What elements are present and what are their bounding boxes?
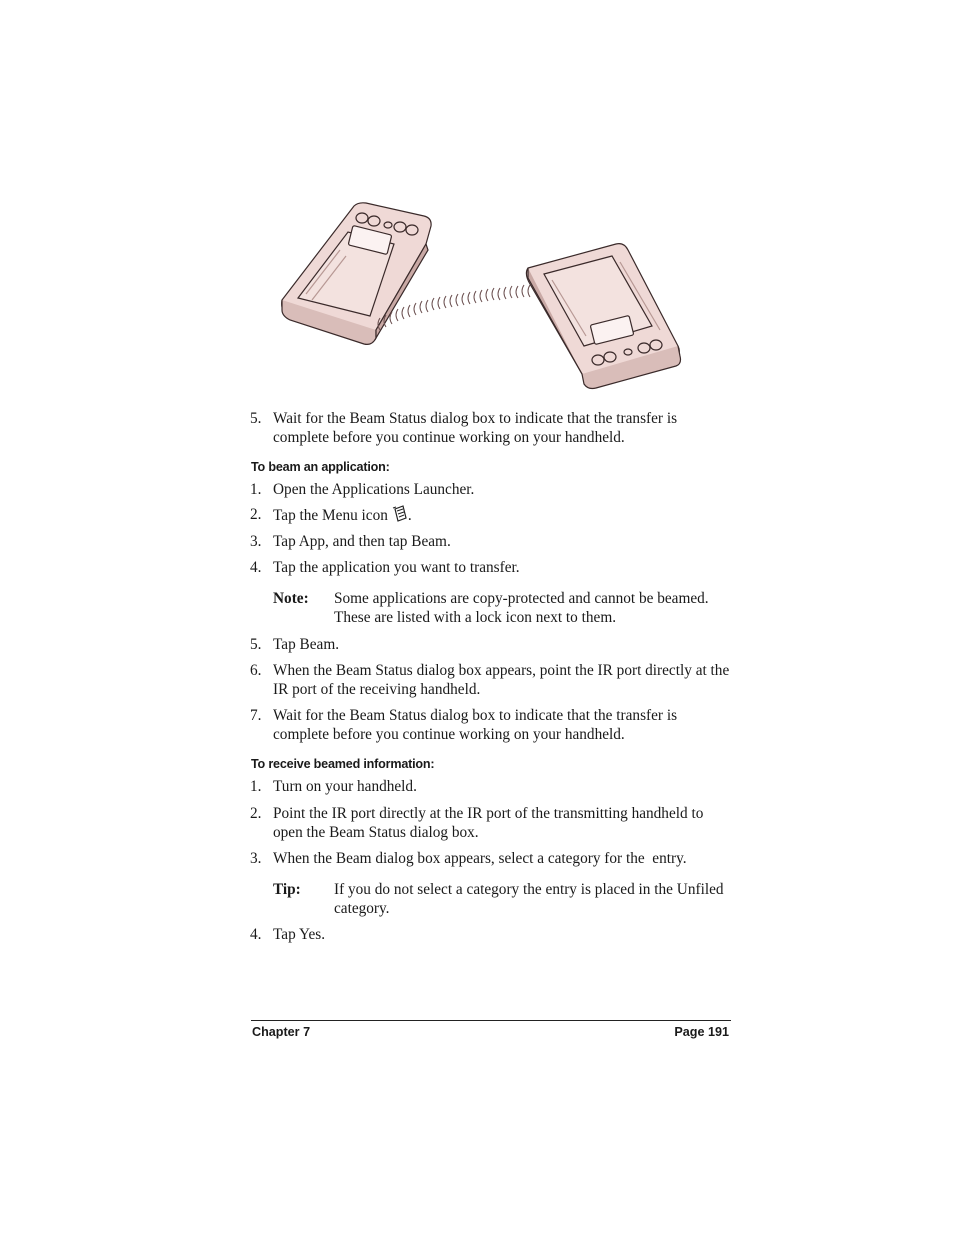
step-text: Tap Yes. <box>273 926 326 943</box>
tip-text: If you do not select a category the entry is placed in the Unfiled category. <box>334 881 724 917</box>
footer-chapter: Chapter 7 <box>252 1025 311 1039</box>
footer-divider <box>251 1020 731 1021</box>
step-text: Tap App, and then tap Beam. <box>273 533 451 550</box>
list-item <box>250 925 735 944</box>
step-text: Tap the application you want to transfer. <box>273 559 520 576</box>
step-number: 4. <box>250 926 262 943</box>
list-item <box>250 480 735 499</box>
step-number: 7. <box>250 707 262 724</box>
list-item <box>250 635 735 654</box>
note-block <box>273 589 733 627</box>
list-item <box>250 706 735 744</box>
note-label: Note: <box>273 590 309 607</box>
tip-block <box>273 880 733 918</box>
menu-icon <box>392 505 408 523</box>
step-number: 3. <box>250 850 262 867</box>
list-item <box>250 849 735 868</box>
step-number: 6. <box>250 662 262 679</box>
step-number: 2. <box>250 506 262 523</box>
step-number: 5. <box>250 410 262 427</box>
list-item <box>250 804 735 842</box>
step-text: Turn on your handheld. <box>273 778 417 795</box>
section-heading-receive: To receive beamed information: <box>251 757 435 771</box>
step-text-before: Tap the Menu icon <box>273 507 388 524</box>
footer-page-number: Page 191 <box>674 1025 729 1039</box>
step-number: 3. <box>250 533 262 550</box>
step-number: 5. <box>250 636 262 653</box>
step-text: Wait for the Beam Status dialog box to indicate that the transfer is complete before you continue working on your handheld. <box>273 707 678 743</box>
right-handheld-icon <box>526 244 680 389</box>
step-text <box>273 505 735 525</box>
step-number: 4. <box>250 559 262 576</box>
list-item <box>250 409 735 447</box>
step-text: When the Beam dialog box appears, select a category for the entry. <box>273 850 687 867</box>
step-number: 1. <box>250 481 262 498</box>
step-number: 2. <box>250 805 262 822</box>
list-item <box>250 558 735 577</box>
step-text: Wait for the Beam Status dialog box to indicate that the transfer is complete before you continue working on your handheld. <box>273 410 678 446</box>
list-item <box>250 532 735 551</box>
tip-label: Tip: <box>273 881 301 898</box>
step-text: Tap Beam. <box>273 636 340 653</box>
step-text-after: . <box>407 507 412 524</box>
list-item <box>250 661 735 699</box>
left-handheld-icon <box>282 203 431 345</box>
note-text: Some applications are copy-protected and cannot be beamed. These are listed with a lock icon next to them. <box>334 590 709 626</box>
section-heading-beam: To beam an application: <box>251 460 390 474</box>
beaming-illustration <box>276 198 686 394</box>
step-text: Point the IR port directly at the IR port of the transmitting handheld to open the Beam Status dialog box. <box>273 805 704 841</box>
list-item <box>250 777 735 796</box>
step-text: Open the Applications Launcher. <box>273 481 475 498</box>
step-text: When the Beam Status dialog box appears, point the IR port directly at the IR port of the receiving handheld. <box>273 662 730 698</box>
step-number: 1. <box>250 778 262 795</box>
list-item <box>250 505 735 525</box>
